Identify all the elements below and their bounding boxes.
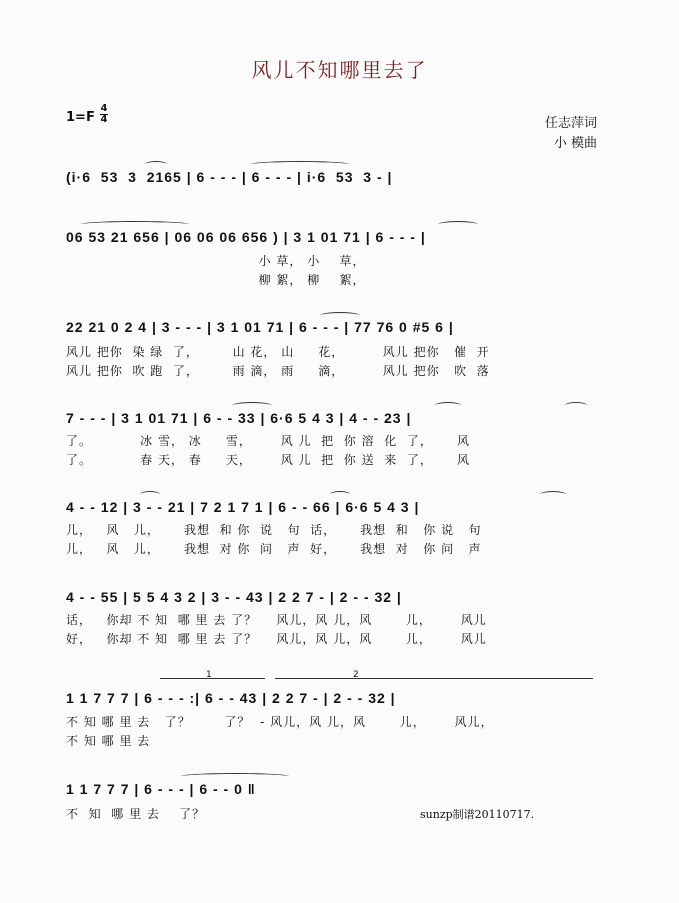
system-4-lyric-verse-2: 了。 春 天， 春 天， 风 儿 把 你 送 来 了， 风	[66, 453, 470, 467]
system-8-notes: 1 1 7 7 7 | 6 - - - | 6 - - 0 ‖	[66, 781, 256, 797]
system-3-notes: 22 21 0 2 4 | 3 - - - | 3 1 01 71 | 6 - - - | 77 76 0 #5 6 |	[66, 319, 454, 335]
system-8-lyric: 不 知 哪 里 去 了？	[66, 807, 206, 821]
volta-2-label: 2	[353, 670, 359, 680]
slur	[565, 402, 587, 409]
slur	[80, 221, 190, 228]
slur	[320, 312, 360, 319]
slur	[140, 491, 160, 498]
slur	[250, 161, 350, 168]
slur	[435, 402, 461, 409]
system-4-lyric-verse-1: 了。 冰 雪， 冰 雪， 风 儿 把 你 溶 化 了， 风	[66, 434, 470, 448]
system-5-lyric-verse-2: 儿， 风 儿， 我想 对 你 问 声 好， 我想 对 你 问 声	[66, 542, 482, 556]
tie	[145, 161, 167, 168]
volta-1-label: 1	[206, 670, 212, 680]
key-signature: 1=F	[66, 110, 95, 125]
system-7-lyric-verse-2: 不 知 哪 里 去	[66, 734, 151, 748]
system-5-notes: 4 - - 12 | 3 - - 21 | 7 2 1 7 1 | 6 - - 66 | 6·6 5 4 3 |	[66, 499, 420, 515]
system-1-notes: (i·6 53 3 2165 | 6 - - - | 6 - - - | i·6 53 3 - |	[66, 169, 393, 185]
system-2-notes: 06 53 21 656 | 06 06 06 656 ) | 3 1 01 71 | 6 - - - |	[66, 229, 426, 245]
system-6-notes: 4 - - 55 | 5 5 4 3 2 | 3 - - 43 | 2 2 7 - | 2 - - 32 |	[66, 589, 402, 605]
system-3-lyric-verse-2: 风儿 把你 吹 跑 了， 雨 滴， 雨 滴， 风儿 把你 吹 落	[66, 364, 490, 378]
system-5-lyric-verse-1: 儿， 风 儿， 我想 和 你 说 句 话， 我想 和 你 说 句	[66, 523, 482, 537]
slur	[540, 491, 566, 498]
time-top: 4	[100, 103, 108, 114]
system-4-notes: 7 - - - | 3 1 01 71 | 6 - - 33 | 6·6 5 4 3 | 4 - - 23 |	[66, 410, 412, 426]
volta-2-bracket	[275, 678, 593, 685]
slur	[438, 221, 478, 228]
time-bottom: 4	[100, 114, 108, 125]
transcriber-signature: sunzp制谱20110717.	[420, 808, 535, 821]
slur	[180, 773, 290, 780]
system-6-lyric-verse-2: 好， 你却 不 知 哪 里 去 了？ 风儿，风 儿，风 儿， 风儿	[66, 632, 487, 646]
system-7-notes: 1 1 7 7 7 | 6 - - - :| 6 - - 43 | 2 2 7 - | 2 - - 32 |	[66, 690, 396, 706]
system-6-lyric-verse-1: 话， 你却 不 知 哪 里 去 了？ 风儿，风 儿，风 儿， 风儿	[66, 613, 487, 627]
composer-credit: 小 模曲	[553, 136, 597, 151]
song-title: 风儿不知哪里去了	[251, 58, 428, 82]
slur	[232, 402, 272, 409]
volta-1-bracket	[160, 678, 265, 685]
system-7-lyric-verse-1: 不 知 哪 里 去 了？ 了？ - 风儿，风 儿，风 儿， 风儿，	[66, 715, 494, 729]
slur	[330, 491, 350, 498]
system-2-lyric-verse-2: 柳 絮， 柳 絮，	[66, 273, 366, 287]
system-2-lyric-verse-1: 小 草， 小 草，	[66, 254, 366, 268]
system-3-lyric-verse-1: 风儿 把你 染 绿 了， 山 花， 山 花， 风儿 把你 催 开	[66, 345, 490, 359]
lyricist-credit: 任志萍词	[544, 116, 597, 131]
time-signature	[100, 104, 108, 125]
